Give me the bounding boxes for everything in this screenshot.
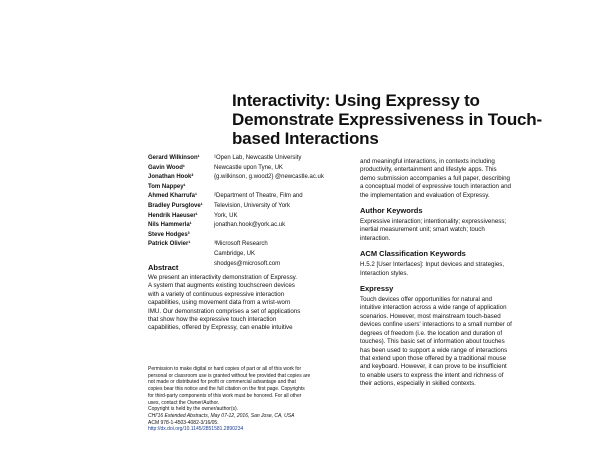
title-line: Interactivity: Using Expressy to bbox=[232, 91, 480, 110]
expressy-section bbox=[360, 284, 592, 388]
intro-continuation bbox=[360, 158, 592, 200]
text-line: and meaningful interactions, in contexts including bbox=[360, 158, 495, 165]
author-row bbox=[148, 192, 348, 202]
text-line: to enable users to express the intent and richness of bbox=[360, 371, 504, 379]
author-name: Hendrik Haeuser¹ bbox=[148, 212, 198, 219]
text-line: has been used to support a wide range of interactions bbox=[360, 346, 508, 354]
author-affiliation: jonathan.hook@york.ac.uk bbox=[214, 222, 286, 229]
text-line: Touch devices offer opportunities for natural and bbox=[360, 296, 492, 304]
paper-title bbox=[232, 91, 592, 148]
title-line: Demonstrate Expressiveness in Touch- bbox=[232, 110, 542, 129]
keywords-section bbox=[360, 206, 592, 243]
text-line: Permission to make digital or hard copies of part or all of this work for bbox=[148, 366, 302, 372]
author-name: Gavin Wood¹ bbox=[148, 164, 185, 171]
text-line: Expressive interaction; intentionality; expressiveness; bbox=[360, 218, 507, 226]
author-row bbox=[148, 231, 348, 241]
author-name: Bradley Pursglove¹ bbox=[148, 202, 203, 209]
text-line: capabilities, using movement data from a wrist-worn bbox=[148, 299, 291, 307]
author-affiliation: Newcastle upon Tyne, UK bbox=[214, 164, 283, 171]
text-line: for third-party components of this work must be honored. For all other bbox=[148, 392, 302, 399]
acm-heading: ACM Classification Keywords bbox=[360, 249, 466, 259]
text-line: scenarios. However, most mainstream touch-based bbox=[360, 312, 501, 320]
abstract-text bbox=[148, 274, 348, 333]
keywords-heading: Author Keywords bbox=[360, 206, 423, 216]
text-line: ACM 978-1-4503-4082-3/16/05. bbox=[148, 419, 219, 426]
text-line: H.5.2 [User Interfaces]: Input devices and strategies, bbox=[360, 261, 505, 269]
author-affiliation: Television, University of York bbox=[214, 202, 291, 209]
text-line: uses, contact the Owner/Author. bbox=[148, 399, 220, 406]
text-line: and keyboard. However, it can prove to be insufficient bbox=[360, 363, 507, 371]
author-row bbox=[148, 202, 348, 212]
expressy-text bbox=[360, 296, 592, 388]
author-name: Steve Hodges³ bbox=[148, 231, 190, 238]
author-row bbox=[148, 164, 348, 174]
text-line: copies bear this notice and the full citation on the first page. Copyrights bbox=[148, 386, 305, 393]
text-line: capabilities, offered by Expressy, can enable intuitive bbox=[148, 324, 293, 332]
author-row bbox=[148, 212, 348, 222]
text-line: devices confine users' interactions to a small number of bbox=[360, 321, 512, 329]
author-row bbox=[148, 154, 348, 164]
author-affiliation: {g.wilkinson, g.wood2} @newcastle.ac.uk bbox=[214, 174, 324, 181]
author-name: Jonathan Hook² bbox=[148, 174, 194, 181]
author-row bbox=[148, 183, 348, 193]
author-name: Gerard Wilkinson¹ bbox=[148, 155, 200, 161]
text-line: intuitive interaction across a wide range of application bbox=[360, 304, 507, 312]
author-row bbox=[148, 173, 348, 183]
text-line: A system that augments existing touchscreen devices bbox=[148, 282, 295, 290]
permission-text bbox=[148, 366, 348, 433]
author-row bbox=[148, 250, 348, 260]
text-line: degrees of freedom (i.e. the location and duration of bbox=[360, 329, 503, 337]
title-line: based Interactions bbox=[232, 129, 379, 148]
text-line: interaction. bbox=[360, 234, 391, 242]
text-line: productivity, entertainment and lifestyle apps. This bbox=[360, 166, 497, 174]
text-line: touches). This basic set of information about touches bbox=[360, 338, 505, 346]
text-line: We present an interactivity demonstration of Expressy. bbox=[148, 274, 298, 281]
author-name: Tom Nappey¹ bbox=[148, 183, 186, 190]
author-name: Patrick Olivier¹ bbox=[148, 241, 191, 248]
author-affiliation: shodges@microsoft.com bbox=[214, 260, 281, 267]
abstract-heading: Abstract bbox=[148, 263, 179, 272]
text-line: the implementation and evaluation of Expressy. bbox=[360, 191, 490, 199]
author-block bbox=[148, 154, 348, 269]
text-line: Copyright is held by the owner/author(s). bbox=[148, 406, 239, 413]
text-line: a conceptual model of expressive touch interaction and bbox=[360, 183, 511, 191]
author-row bbox=[148, 221, 348, 231]
author-row bbox=[148, 240, 348, 250]
text-line: that show how the expressive touch interaction bbox=[148, 316, 277, 324]
keywords-text bbox=[360, 218, 592, 243]
right-column bbox=[360, 158, 592, 395]
author-affiliation: ¹Open Lab, Newcastle University bbox=[214, 155, 302, 161]
text-line: with a variety of continuous expressive interaction bbox=[148, 290, 285, 298]
author-affiliation: ³Microsoft Research bbox=[214, 241, 268, 248]
text-line: IMU. Our demonstration comprises a set of applications bbox=[148, 307, 301, 315]
text-line: Interaction styles. bbox=[360, 269, 409, 277]
abstract-section bbox=[148, 263, 348, 333]
acm-text bbox=[360, 261, 592, 278]
permission-block bbox=[148, 366, 348, 433]
text-line: personal or classroom use is granted without fee provided that copies are bbox=[148, 372, 311, 379]
author-affiliation: Cambridge, UK bbox=[214, 250, 256, 257]
author-affiliation: ²Department of Theatre, Film and bbox=[214, 193, 303, 200]
author-name: Nils Hammerla¹ bbox=[148, 222, 192, 229]
author-affiliation: York, UK bbox=[214, 212, 238, 219]
text-line: inertial measurement unit; smart watch; touch bbox=[360, 226, 485, 234]
acm-section bbox=[360, 249, 592, 278]
text-line: not made or distributed for profit or commercial advantage and that bbox=[148, 379, 296, 386]
text-line: demo submission accompanies a full paper, describing bbox=[360, 174, 510, 182]
intro-text bbox=[360, 158, 592, 200]
text-line: CHI'16 Extended Abstracts, May 07-12, 2016, San Jose, CA, USA bbox=[148, 412, 295, 419]
expressy-heading: Expressy bbox=[360, 284, 394, 294]
doi-link[interactable]: http://dx.doi.org/10.1145/2851581.2890234 bbox=[148, 426, 244, 433]
text-line: their actions, especially in skilled contexts. bbox=[360, 380, 476, 388]
text-line: that extend upon those offered by a traditional mouse bbox=[360, 354, 507, 362]
author-name: Ahmed Kharrufa¹ bbox=[148, 193, 198, 200]
